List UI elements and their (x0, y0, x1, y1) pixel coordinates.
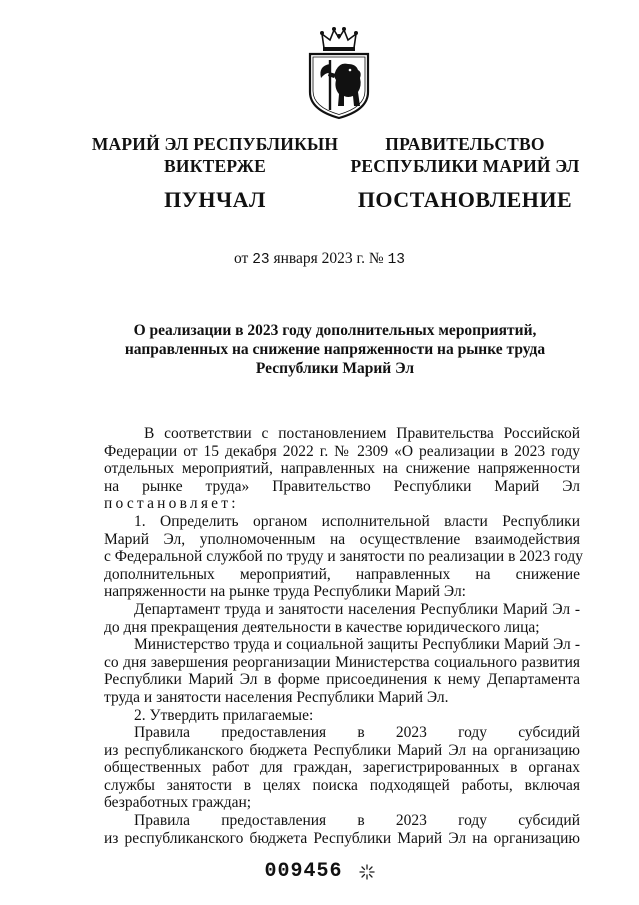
body-line: безработных граждан; (104, 794, 252, 812)
body-line: с Федеральной службой по труду и занятости по реализации в 2023 году (104, 548, 584, 566)
body-line: Правила предоставления в 2023 году субсидий (134, 724, 580, 742)
body-line: Департамент труда и занятости населения Республики Марий Эл - (134, 600, 580, 618)
coat-of-arms-icon (300, 26, 378, 120)
header-right-line2: РЕСПУБЛИКИ МАРИЙ ЭЛ (350, 156, 580, 176)
date-day: 23 (252, 252, 270, 268)
header-right-line1: ПРАВИТЕЛЬСТВО (385, 134, 545, 154)
body-line: 2. Утвердить прилагаемые: (134, 706, 314, 724)
header-left-block (90, 133, 340, 213)
body-line: Правила предоставления в 2023 году субсидий (134, 812, 580, 830)
body-line: постановляет: (104, 495, 239, 513)
body-line: Республики Марий Эл в форме присоединения к нему Департамента (104, 671, 580, 689)
body-line: В соответствии с постановлением Правительства Российской (144, 425, 580, 442)
body-line: отдельных мероприятий, направленных на снижение напряженности (104, 460, 580, 478)
header-right-block (345, 133, 585, 213)
body-line: на рынке труда» Правительство Республики Марий Эл (104, 477, 580, 495)
body-line: службы занятости в целях поиска подходящей работы, включая (104, 776, 580, 794)
body-line: Министерство труда и социальной защиты Республики Марий Эл - (134, 636, 580, 654)
document-number: 13 (387, 252, 405, 268)
body-line: со дня завершения реорганизации Министерства социального развития (104, 653, 580, 671)
date-month-year: января 2023 г. № (273, 250, 384, 267)
header-left-line2: ВИКТЕРЖЕ (164, 156, 266, 176)
header-left-doc-type: ПУНЧАЛ (164, 187, 266, 212)
serial-number: 009456 (264, 860, 343, 883)
date-prefix: от (234, 250, 249, 267)
document-footer (0, 860, 639, 883)
body-line: 1. Определить органом исполнительной власти Республики (134, 512, 580, 530)
body-line: Марий Эл, уполномоченным на осуществление взаимодействия (104, 530, 580, 548)
header-right-doc-type: ПОСТАНОВЛЕНИЕ (357, 187, 573, 212)
body-line: труда и занятости населения Республики Марий Эл. (104, 688, 449, 706)
body-line: напряженности на рынке труда Республики Марий Эл: (104, 583, 466, 601)
document-date-line (0, 250, 639, 268)
body-line: до дня прекращения деятельности в качестве юридического лица; (104, 618, 540, 636)
body-line: Федерации от 15 декабря 2022 г. № 2309 «О реализации в 2023 году (104, 442, 580, 460)
body-line: из республиканского бюджета Республики Марий Эл на организацию (104, 741, 580, 759)
body-line: дополнительных мероприятий, направленных на снижение (104, 565, 580, 583)
title-line-1: О реализации в 2023 году дополнительных мероприятий, (133, 322, 537, 339)
body-line: из республиканского бюджета Республики Марий Эл на организацию (104, 829, 580, 847)
header-left-line1: МАРИЙ ЭЛ РЕСПУБЛИКЫН (91, 134, 339, 154)
document-body (104, 425, 584, 847)
body-line: общественных работ для граждан, зарегистрированных в органах (104, 759, 580, 777)
title-line-2: направленных на снижение напряженности на рынке труда (124, 341, 546, 358)
star-mark-icon (359, 864, 375, 880)
title-line-3: Республики Марий Эл (255, 360, 415, 377)
document-title (100, 321, 570, 378)
